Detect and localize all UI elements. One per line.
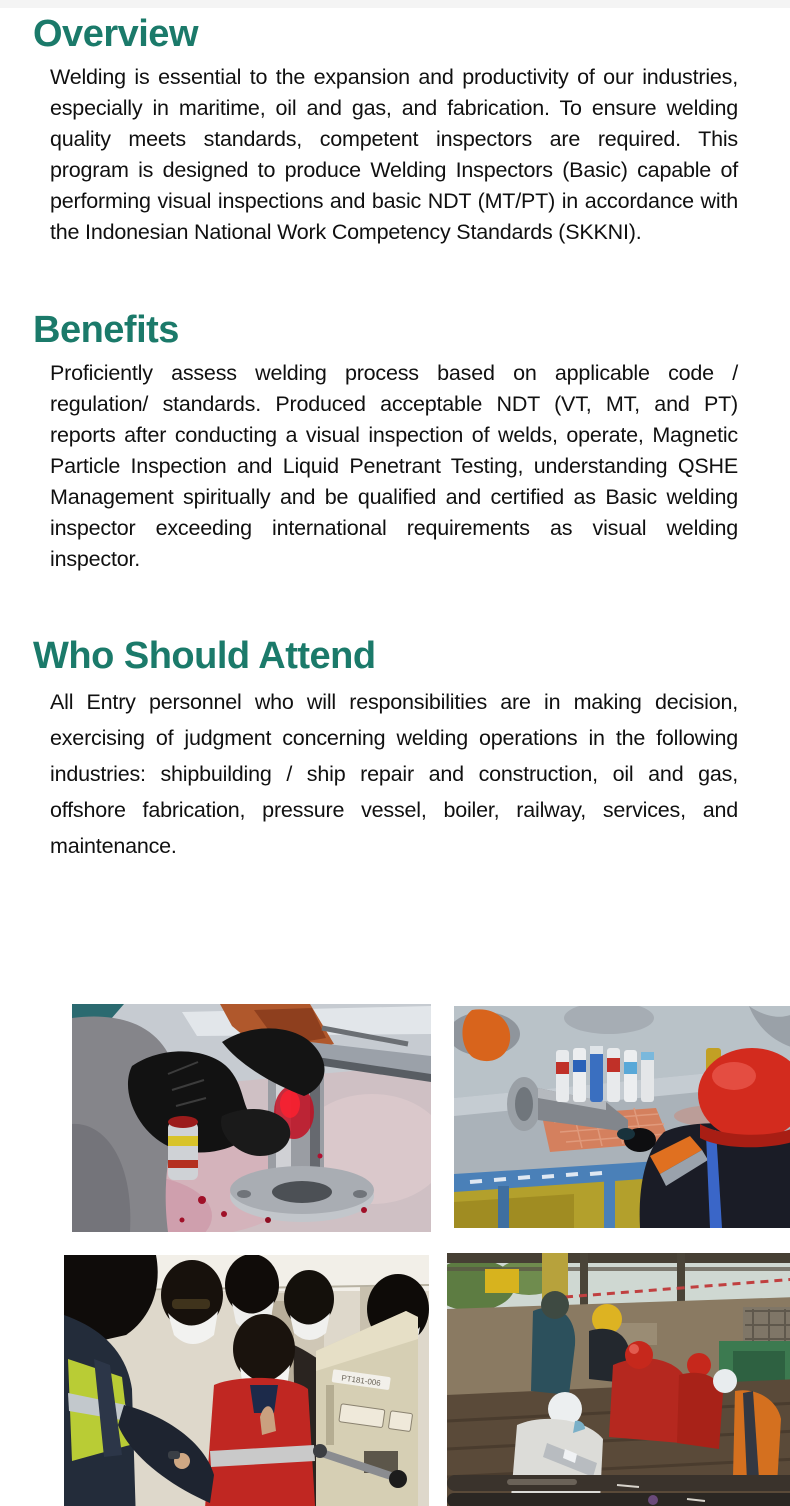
- overview-body: Welding is essential to the expansion and productivity of our industries, especially in maritime, oil and gas, and fabrication. To ensure welding quality meets standards, competent inspectors are required. This program is designed to produce Welding Inspectors (Basic) capable of performing visual inspections and basic NDT (MT/PT) in accordance with the Indonesian National Work Competency Standards (SKKNI).: [50, 65, 738, 244]
- benefits-heading: Benefits: [33, 309, 179, 351]
- page-top-edge: [0, 0, 790, 8]
- workshop-pipe-inspection-photo: [447, 1253, 790, 1506]
- benefits-body: Proficiently assess welding process based on applicable code / regulation/ standards. Produced acceptable NDT (VT, MT, and PT) reports after conducting a visual inspection of welds, operate, Magnetic Particle Inspection and Liquid Penetrant Testing, understanding QSHE Management spiritually and be qualified and certified as Basic welding inspector exceeding international requirements as visual welding inspector.: [50, 361, 738, 571]
- workshop-pipe-inspection-illustration: [447, 1253, 790, 1506]
- who-should-attend-heading: Who Should Attend: [33, 635, 376, 677]
- who-should-attend-body: All Entry personnel who will responsibilities are in making decision, exercising of judgment concerning welding operations in the following industries: shipbuilding / ship repair and construction, oil and gas, offshore fabrication, pressure vessel, boiler, railway, services, and maintenance.: [50, 690, 738, 858]
- overview-heading: Overview: [33, 13, 198, 55]
- liquid-penetrant-spray-illustration: [72, 1004, 431, 1232]
- workbench-ndt-illustration: [454, 1006, 790, 1228]
- liquid-penetrant-spray-photo: [72, 1004, 431, 1232]
- classroom-equipment-demo-illustration: [64, 1255, 429, 1506]
- workbench-ndt-photo: [454, 1006, 790, 1228]
- equipment-label: PT181-006: [340, 1373, 382, 1388]
- classroom-equipment-demo-photo: [64, 1255, 429, 1506]
